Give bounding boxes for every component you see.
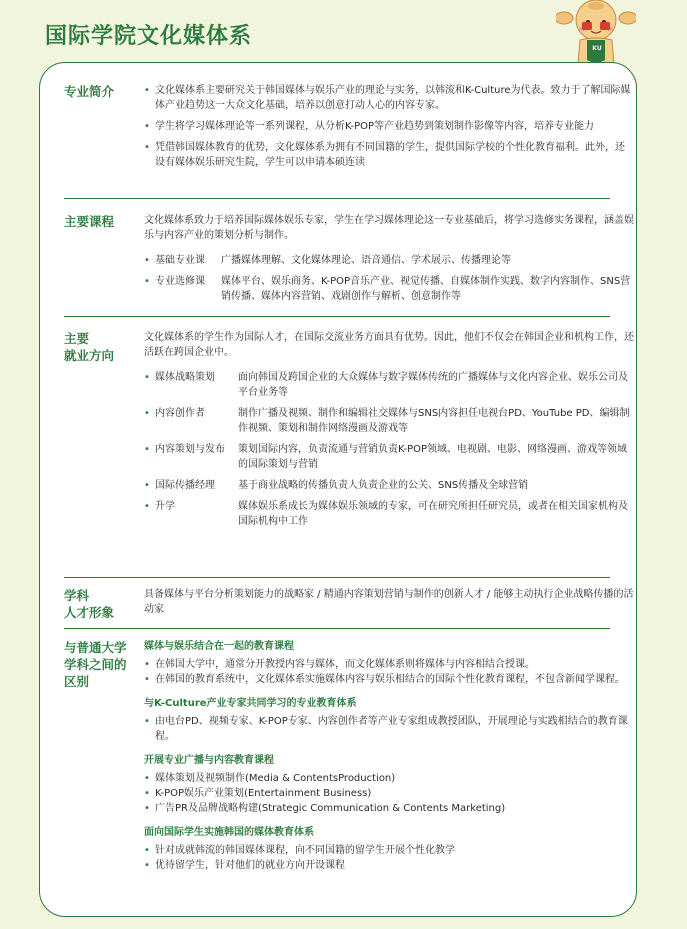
section-body-career — [144, 330, 634, 535]
section-body-courses — [144, 213, 634, 310]
diff-block — [144, 753, 634, 816]
list-item: • 由电台PD、视频专家、K-POP专家、内容创作者等产业专家组成教授团队，开展理论与实践相结合的教育课程。 — [144, 714, 634, 744]
diff-heading: 开展专业广播与内容教育课程 — [144, 755, 274, 766]
diff-block — [144, 639, 634, 687]
section-title-talent — [64, 587, 142, 621]
diff-block — [144, 696, 634, 744]
section-title-career — [64, 330, 142, 364]
section-title-line: 学科 — [64, 588, 90, 603]
career-row — [144, 478, 634, 493]
career-label: • 国际传播经理 — [144, 478, 238, 493]
courses-intro: 文化媒体系致力于培养国际媒体娱乐专家，学生在学习媒体理论这一专业基础后，将学习选修实务课程，涵盖娱乐与内容产业的策划分析与制作。 — [144, 215, 634, 241]
career-text: 策划国际内容，负责流通与营销负责K-POP领域、电视剧、电影、网络漫画、游戏等领域的国际策划与营销 — [238, 444, 628, 470]
diff-bullets — [144, 771, 634, 816]
list-item: • 广告PR及品牌战略构建(Strategic Communication & Contents Marketing) — [144, 801, 634, 816]
section-title-line: 就业方向 — [64, 348, 115, 363]
mascot-badge-text: KU — [592, 45, 602, 52]
course-text: 广播媒体理解、文化媒体理论、语音通信、学术展示、传播理论等 — [221, 255, 511, 266]
section-title-intro: 专业简介 — [64, 84, 115, 99]
list-item: • K-POP娱乐产业策划(Entertainment Business) — [144, 786, 634, 801]
divider — [64, 577, 610, 578]
career-label: • 媒体战略策划 — [144, 370, 238, 400]
course-label: • 专业选修课 — [144, 274, 221, 304]
mascot-illustration — [556, 0, 636, 64]
content-card — [39, 62, 637, 917]
section-body-difference — [144, 639, 634, 882]
list-item: • 凭借韩国媒体教育的优势，文化媒体系为拥有不同国籍的学生，提供国际学校的个性化教育福利。此外，还设有媒体娱乐研究生院，学生可以申请本硕连读 — [144, 140, 634, 170]
career-row — [144, 370, 634, 400]
page-title: 国际学院文化媒体系 — [45, 24, 253, 49]
diff-bullets — [144, 714, 634, 744]
list-item: • 优待留学生，针对他们的就业方向开设课程 — [144, 858, 634, 873]
list-item: • 在韩国的教育系统中，文化媒体系实施媒体内容与娱乐相结合的国际个性化教育课程，不包含新闻学课程。 — [144, 672, 634, 687]
career-label: • 内容策划与发布 — [144, 442, 238, 472]
career-text: 媒体娱乐系成长为媒体娱乐领域的专家，可在研究所担任研究员，或者在相关国家机构及国际机构中工作 — [238, 501, 628, 527]
career-row — [144, 499, 634, 529]
intro-bullets — [144, 83, 634, 170]
talent-text: 具备媒体与平台分析策划能力的战略家 / 精通内容策划营销与制作的创新人才 / 能够主动执行企业战略传播的活动家 — [144, 589, 634, 615]
course-text: 媒体平台、娱乐商务、K-POP音乐产业、视觉传播、自媒体制作实践、数字内容制作、SNS营销传播、媒体内容营销、戏剧创作与解析、创意制作等 — [221, 276, 631, 302]
career-intro: 文化媒体系的学生作为国际人才，在国际交流业务方面具有优势。因此，他们不仅会在韩国企业和机构工作，还活跃在跨国企业中。 — [144, 332, 634, 358]
career-text: 基于商业战略的传播负责人负责企业的公关、SNS传播及全球营销 — [238, 480, 529, 491]
career-text: 面向韩国及跨国企业的大众媒体与数字媒体传统的广播媒体与文化内容企业、娱乐公司及平台业务等 — [238, 372, 628, 398]
course-label: • 基础专业课 — [144, 253, 221, 268]
section-title-line: 与普通大学 — [64, 640, 127, 655]
career-row — [144, 406, 634, 436]
list-item: • 媒体策划及视频制作(Media & ContentsProduction) — [144, 771, 634, 786]
career-text: 制作广播及视频、制作和编辑社交媒体与SNS内容担任电视台PD、YouTube PD、编辑制作视频、策划和制作网络漫画及游戏等 — [238, 408, 630, 434]
career-label: • 升学 — [144, 499, 238, 529]
career-row — [144, 442, 634, 472]
divider — [64, 198, 610, 199]
diff-heading: 媒体与娱乐结合在一起的教育课程 — [144, 641, 294, 652]
diff-heading: 面向国际学生实施韩国的媒体教育体系 — [144, 827, 314, 838]
diff-heading: 与K-Culture产业专家共同学习的专业教育体系 — [144, 698, 357, 709]
list-item: • 在韩国大学中，通常分开教授内容与媒体，而文化媒体系则将媒体与内容相结合授课。 — [144, 657, 634, 672]
divider — [64, 316, 610, 317]
diff-block — [144, 825, 634, 873]
course-row — [144, 274, 634, 304]
section-title-courses: 主要课程 — [64, 214, 115, 229]
diff-bullets — [144, 843, 634, 873]
list-item: • 文化媒体系主要研究关于韩国媒体与娱乐产业的理论与实务，以韩流和K-Culture为代表。致力于了解国际媒体产业趋势这一大众文化基础，培养以创意打动人心的内容专家。 — [144, 83, 634, 113]
section-body-talent — [144, 587, 634, 617]
divider — [64, 628, 610, 629]
list-item: • 学生将学习媒体理论等一系列课程，从分析K-POP等产业趋势到策划制作影像等内容，培养专业能力 — [144, 119, 634, 134]
course-row — [144, 253, 634, 268]
diff-bullets — [144, 657, 634, 687]
section-body-intro — [144, 83, 634, 176]
career-label: • 内容创作者 — [144, 406, 238, 436]
section-title-line: 学科之间的 — [64, 657, 127, 672]
section-title-line: 主要 — [64, 331, 90, 346]
section-title-line: 人才形象 — [64, 605, 115, 620]
section-title-difference — [64, 639, 142, 690]
list-item: • 针对成就韩流的韩国媒体课程，向不同国籍的留学生开展个性化教学 — [144, 843, 634, 858]
section-title-line: 区别 — [64, 674, 90, 689]
